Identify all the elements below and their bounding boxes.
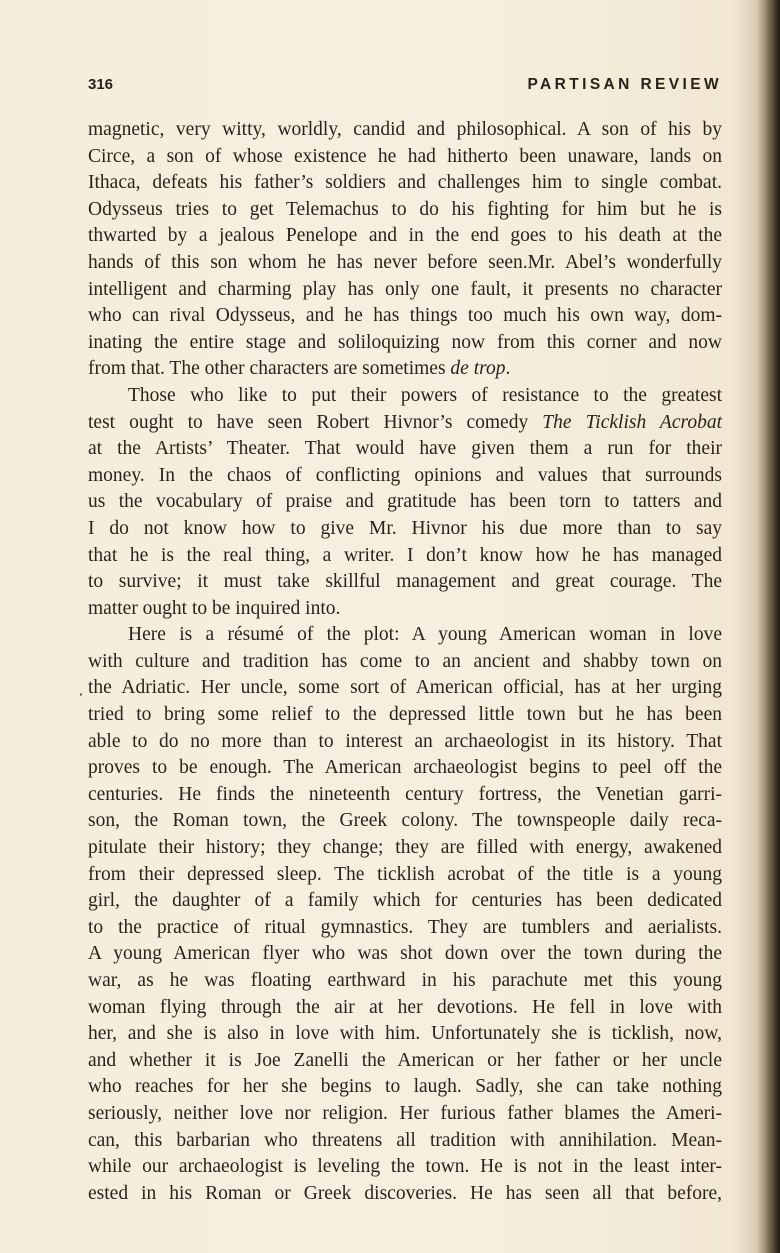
text-line: from their depressed sleep. The ticklish acrobat of the title is a young <box>88 863 722 885</box>
text-line: to survive; it must take skillful management and great courage. The <box>88 571 722 593</box>
text-run: . <box>505 358 511 380</box>
text-line: proves to be enough. The American archaeologist begins to peel off the <box>88 757 722 779</box>
text-line: who reaches for her she begins to laugh. Sadly, she can take nothing <box>88 1076 722 1098</box>
margin-speck <box>80 693 82 696</box>
text-line: can, this barbarian who threatens all tradition with annihilation. Mean- <box>88 1129 722 1151</box>
text-line: thwarted by a jealous Penelope and in the end goes to his death at the <box>88 225 722 247</box>
italic-title: The Ticklish Acrobat <box>542 411 723 433</box>
text-line: money. In the chaos of conflicting opinions and values that surrounds <box>88 464 722 486</box>
text-line: who can rival Odysseus, and he has things too much his own way, dom- <box>88 305 722 327</box>
text-line <box>88 356 722 383</box>
text-line: magnetic, very witty, worldly, candid and philosophical. A son of his by <box>88 119 722 140</box>
text-line: woman flying through the air at her devotions. He fell in love with <box>88 996 722 1018</box>
text-line: pitulate their history; they change; they are filled with energy, awakened <box>88 837 722 859</box>
text-line: Here is a résumé of the plot: A young American woman in love <box>128 624 722 646</box>
text-line: Those who like to put their powers of resistance to the greatest <box>128 384 722 406</box>
text-line: son, the Roman town, the Greek colony. The townspeople daily reca- <box>88 810 722 832</box>
paragraph-1 <box>88 117 722 383</box>
text-line: her, and she is also in love with him. Unfortunately she is ticklish, now, <box>88 1023 722 1045</box>
text-line: Ithaca, defeats his father’s soldiers and challenges him to single combat. <box>88 172 722 194</box>
text-line: at the Artists’ Theater. That would have given them a run for their <box>88 438 722 460</box>
text-line: while our archaeologist is leveling the town. He is not in the least inter- <box>88 1156 722 1178</box>
text-line: the Adriatic. Her uncle, some sort of American official, has at her urging <box>88 677 722 699</box>
text-line: I do not know how to give Mr. Hivnor his due more than to say <box>88 517 722 539</box>
text-run: test ought to have seen Robert Hivnor’s comedy <box>88 411 543 433</box>
text-line: seriously, neither love nor religion. Her furious father blames the Ameri- <box>88 1102 722 1124</box>
text-line: that he is the real thing, a writer. I don’t know how he has managed <box>88 544 722 566</box>
text-line: and whether it is Joe Zanelli the American or her father or her uncle <box>88 1049 722 1071</box>
text-line: tried to bring some relief to the depressed little town but he has been <box>88 704 722 726</box>
text-line: girl, the daughter of a family which for centuries has been dedicated <box>88 890 722 912</box>
text-line: able to do no more than to interest an archaeologist in its history. That <box>88 730 722 752</box>
running-head: PARTISAN REVIEW <box>527 76 722 93</box>
paragraph-3 <box>88 622 722 1207</box>
article-body <box>88 117 722 1207</box>
text-line: intelligent and charming play has only one fault, it presents no character <box>88 278 722 300</box>
paragraph-2 <box>88 383 722 622</box>
text-line: centuries. He finds the nineteenth century fortress, the Venetian garri- <box>88 783 722 805</box>
text-line: matter ought to be inquired into. <box>88 597 341 619</box>
text-line: hands of this son whom he has never before seen.Mr. Abel’s wonderfully <box>88 251 722 273</box>
page-header <box>88 76 722 100</box>
text-line: with culture and tradition has come to an ancient and shabby town on <box>88 650 722 672</box>
text-line <box>88 410 722 437</box>
text-line: Odysseus tries to get Telemachus to do his fighting for him but he is <box>88 198 722 220</box>
italic-phrase: de trop <box>450 358 506 380</box>
text-line: us the vocabulary of praise and gratitude has been torn to tatters and <box>88 491 722 513</box>
text-line: Circe, a son of whose existence he had hitherto been unaware, lands on <box>88 145 722 167</box>
text-line: ested in his Roman or Greek discoveries. He has seen all that before, <box>88 1182 722 1204</box>
text-line: war, as he was floating earthward in his parachute met this young <box>88 970 722 991</box>
page-number: 316 <box>88 76 114 93</box>
text-line: to the practice of ritual gymnastics. They are tumblers and aerialists. <box>88 916 722 938</box>
text-line: A young American flyer who was shot down over the town during the <box>88 943 722 965</box>
text-line: inating the entire stage and soliloquizing now from this corner and now <box>88 331 722 353</box>
text-run: from that. The other characters are sometimes <box>88 358 451 380</box>
binding-shadow <box>766 0 780 1253</box>
